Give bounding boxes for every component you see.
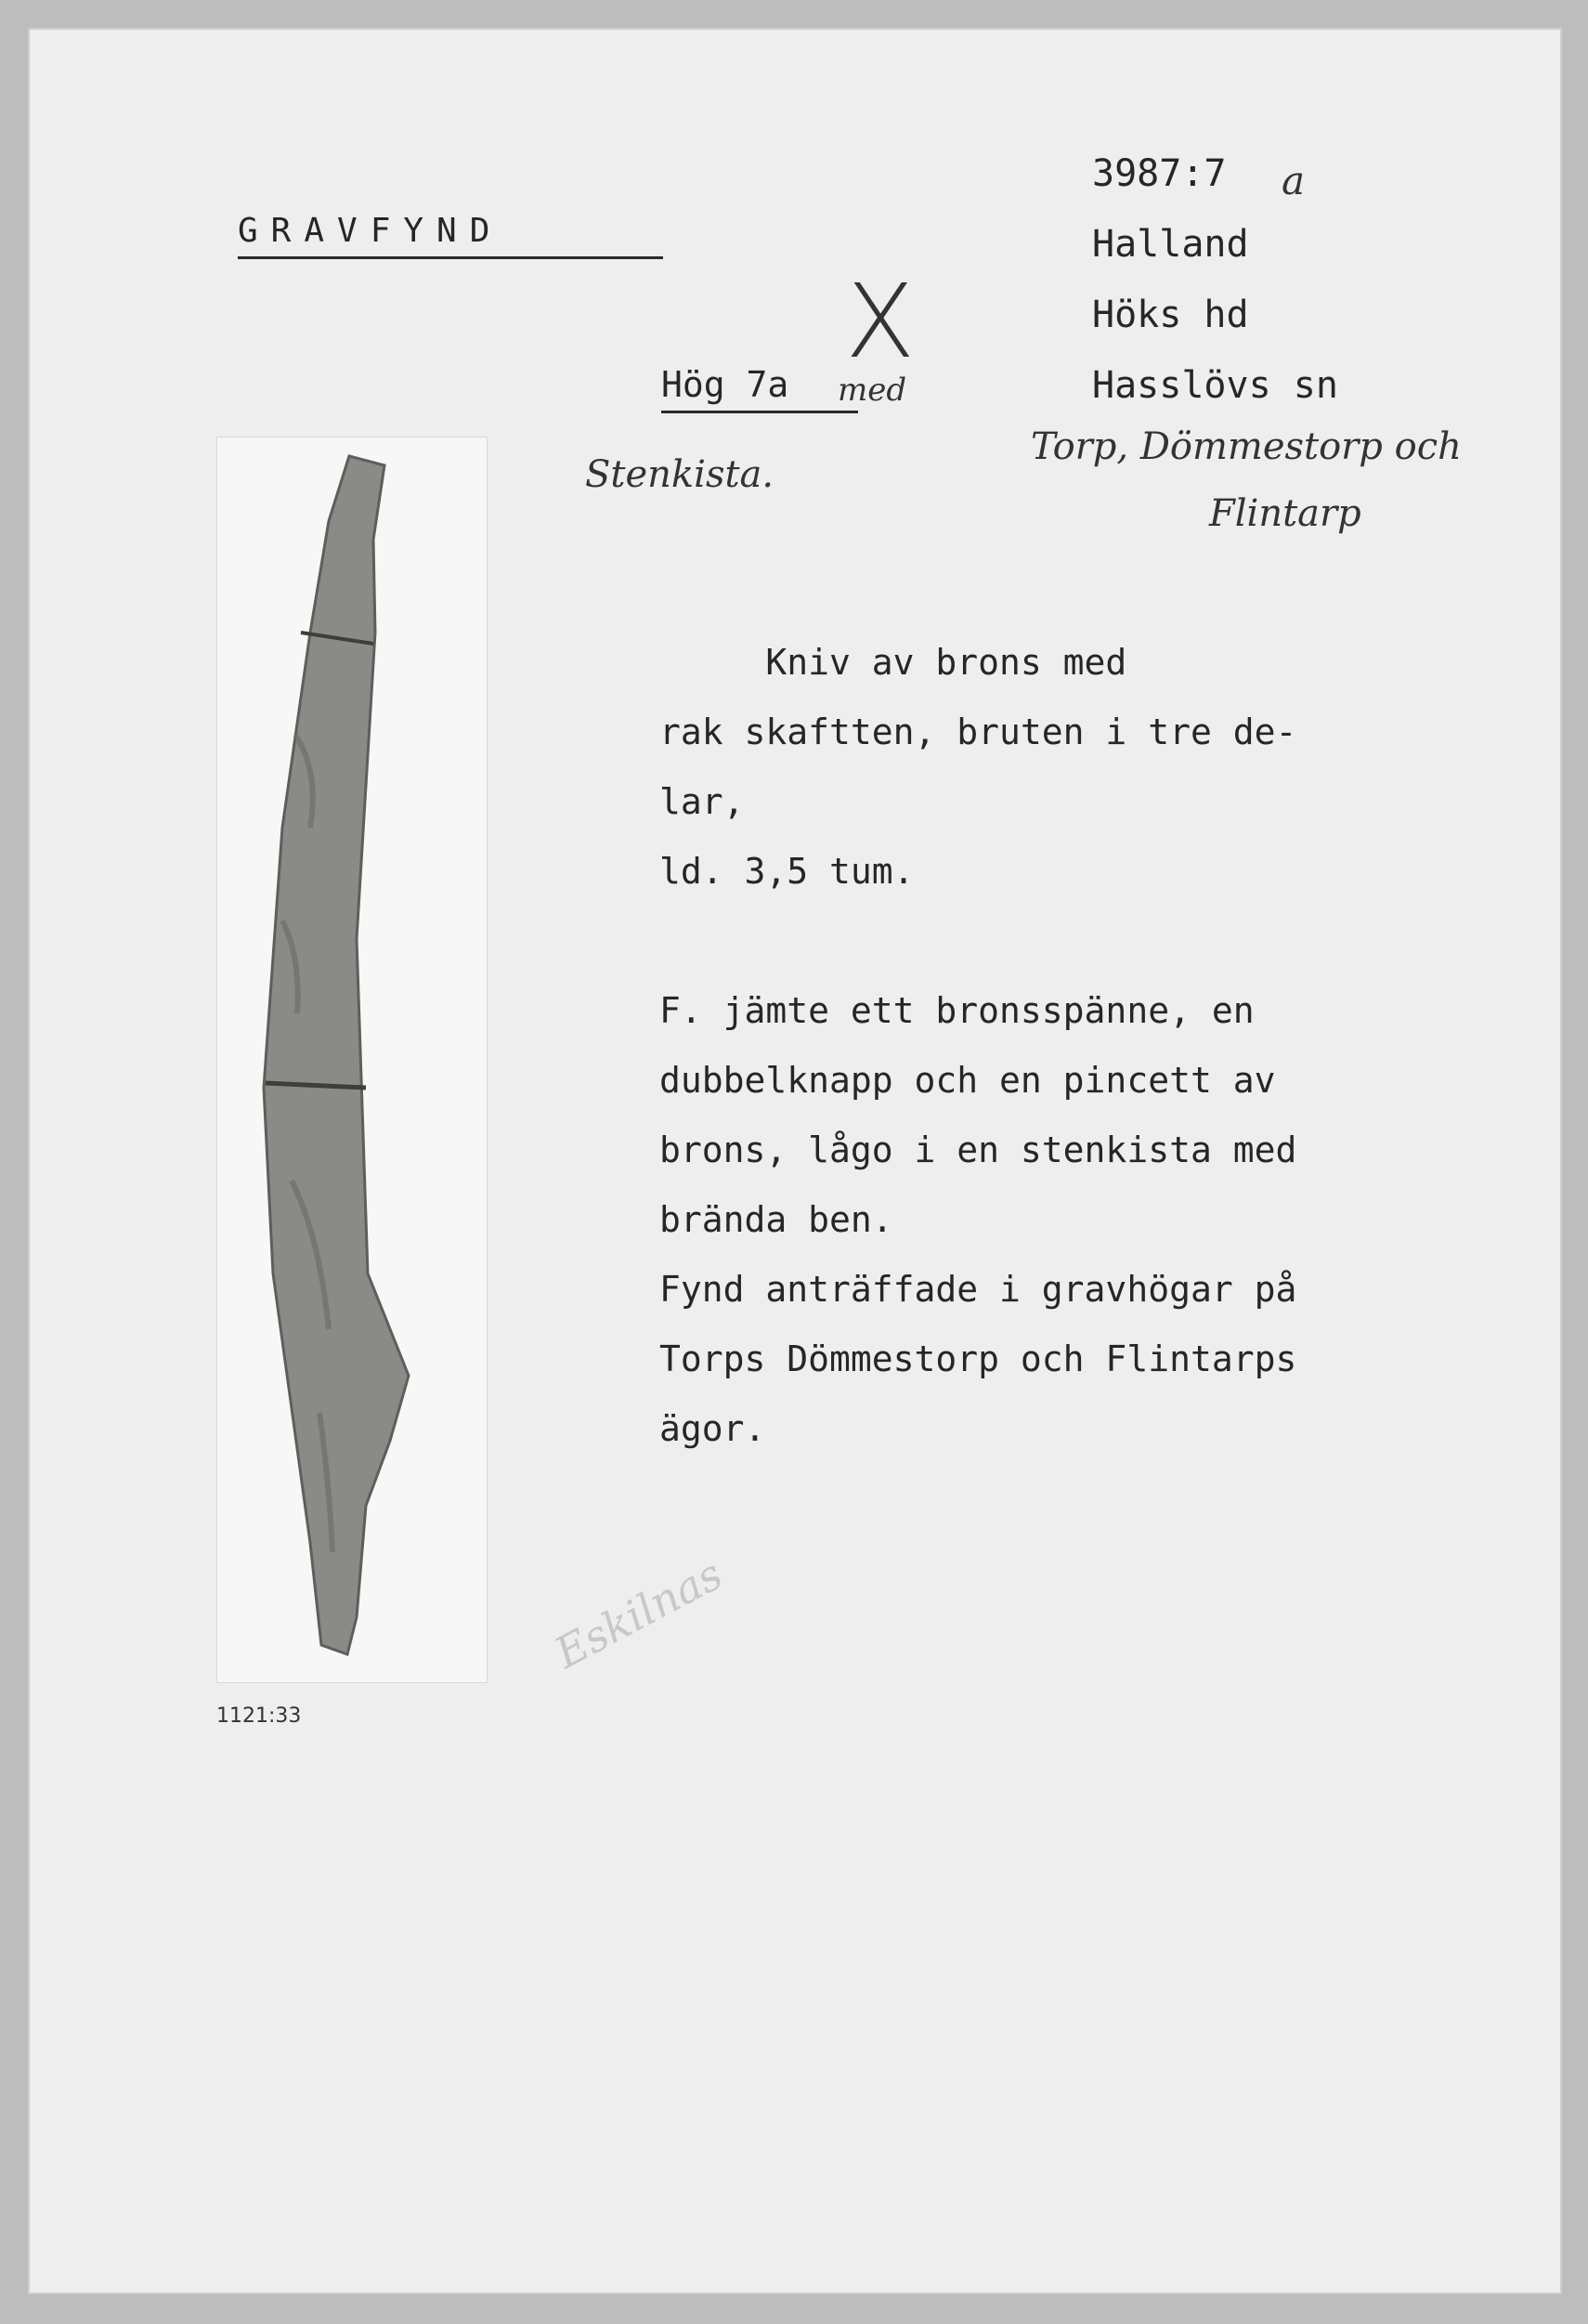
hundred-label: Höks hd [1092, 294, 1249, 336]
heading-underline [238, 256, 663, 259]
catalog-suffix: a [1282, 158, 1306, 203]
landscape-label: Halland [1092, 223, 1249, 266]
parish-label: Hasslövs sn [1092, 364, 1338, 407]
card-heading: GRAVFYND [238, 212, 503, 250]
mound-label: Hög 7a [661, 364, 789, 405]
x-mark-icon: X [845, 262, 916, 381]
faint-pencil-note: Eskilnas [546, 1548, 731, 1678]
catalog-card [28, 28, 1562, 2294]
mound-handwritten-1: med [838, 372, 907, 409]
mound-underline [661, 411, 858, 413]
catalog-number: 3987:7 [1092, 152, 1227, 195]
photo-number: 1121:33 [216, 1704, 302, 1728]
find-description: Kniv av brons med rak skaftten, bruten i tre de- lar, ld. 3,5 tum. F. jämte ett bronsspänne, en dubbelknapp och en pincett av brons, lågo i en stenkista med brända ben. Fynd anträffade i gravhögar på Torps Dömmestorp och Flintarps ägor. [659, 642, 1297, 1449]
mound-handwritten-2: Stenkista. [585, 453, 774, 496]
artifact-photo [216, 437, 488, 1683]
knife-photo-icon [217, 437, 487, 1682]
handwritten-place-1: Torp, Dömmestorp och [1031, 425, 1462, 468]
handwritten-place-2: Flintarp [1209, 492, 1361, 535]
